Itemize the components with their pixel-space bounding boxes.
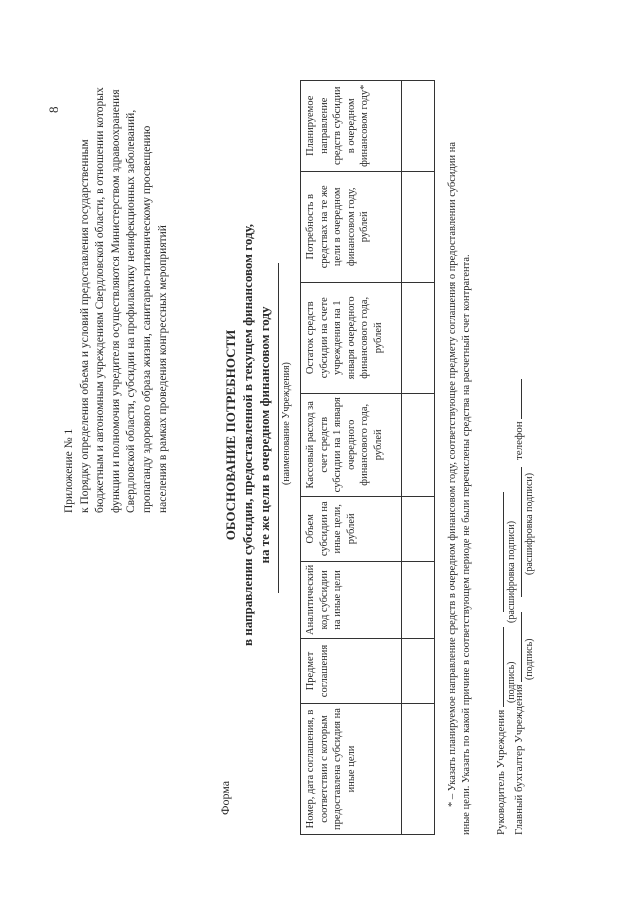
accountant-signature-line[interactable] <box>511 612 522 682</box>
header-need: Потребность в средствах на те же цели в очередном финансовом году, рублей <box>301 171 402 282</box>
table-cell[interactable] <box>402 171 435 282</box>
document-title <box>222 205 273 665</box>
accountant-decode-caption: (расшифровка подписи) <box>524 472 535 575</box>
footnote-line-2: иные цели. Указать по какой причине в соответствующем периоде не были перечислены средства на расчетный счет контрагента. <box>460 254 472 835</box>
accountant-signature-row <box>511 379 525 835</box>
institution-name-line <box>278 263 279 593</box>
table-cell[interactable] <box>402 80 435 171</box>
appendix-block <box>62 83 171 513</box>
accountant-sign-caption: (подпись) <box>524 638 535 680</box>
title-line-3: на те же цели в очередном финансовом году <box>257 306 272 564</box>
header-code: Аналитический код субсидии на иные цели <box>301 561 402 638</box>
appendix-text: к Порядку определения объема и условий предоставления государственным бюджетным и автономным учреждениям Свердловской области, в отношении которых функции и полномочия учредителя осуществляются Министерством здравоохранения Свердловской области, субсидии на профилактику неинфекционных заболеваний, пропаганду здорового образа жизни, санитарно-гигиеническому просвещению населения в рамках проведения конгрессных мероприятий <box>78 87 169 513</box>
head-label: Руководитель Учреждения <box>495 709 507 835</box>
table-cell[interactable] <box>402 639 435 704</box>
accountant-decode-line[interactable] <box>511 467 522 597</box>
header-volume: Объем субсидии на иные цели, рублей <box>301 496 402 561</box>
institution-caption: (наименование Учреждения) <box>281 362 292 485</box>
phone-line[interactable] <box>511 379 522 419</box>
footnote <box>446 15 473 835</box>
table-cell[interactable] <box>402 282 435 393</box>
head-decode-caption: (расшифровка подписи) <box>506 520 517 623</box>
table-cell[interactable] <box>402 496 435 561</box>
head-signature-line[interactable] <box>493 627 504 707</box>
title-line-1: ОБОСНОВАНИЕ ПОТРЕБНОСТИ <box>223 329 238 541</box>
header-agreement: Номер, дата соглашения, в соответствии с которым предоставлена субсидия на иные цели <box>301 704 402 835</box>
justification-table <box>300 80 435 835</box>
head-sign-caption: (подпись) <box>506 661 517 703</box>
header-balance: Остаток средств субсидии на счете учреждения на 1 января очередного финансового года, рублей <box>301 282 402 393</box>
table-cell[interactable] <box>402 561 435 638</box>
header-cash-expense: Кассовый расход за счет средств субсидии на 1 января очередного финансового года, рублей <box>301 393 402 496</box>
table-header-row <box>301 80 402 834</box>
accountant-label: Главный бухгалтер Учреждения <box>513 684 525 835</box>
page-number: 8 <box>46 106 61 113</box>
footnote-line-1: * – Указать планируемое направление средств в очередном финансовом году, соответствующее предмету соглашения о предоставлении субсидии на <box>447 142 458 807</box>
title-line-2: в направлении субсидии, предоставленной в текущем финансовом году, <box>240 223 255 647</box>
appendix-heading: Приложение № 1 <box>63 428 75 513</box>
phone-label: телефон <box>513 421 525 461</box>
head-decode-line[interactable] <box>493 492 504 612</box>
table-cell[interactable] <box>402 704 435 835</box>
header-planned-direction: Планируемое направление средств субсидии в очередном финансовом году* <box>301 80 402 171</box>
table-row <box>402 80 435 834</box>
table-cell[interactable] <box>402 393 435 496</box>
form-label: Форма <box>218 780 232 815</box>
head-signature-row <box>493 492 507 835</box>
header-subject: Предмет соглашения <box>301 639 402 704</box>
